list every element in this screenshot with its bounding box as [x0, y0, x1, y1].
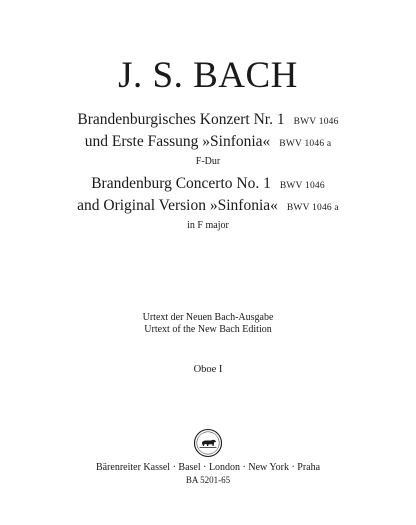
english-bwv-1: BWV 1046: [279, 181, 325, 191]
english-key: in F major: [187, 220, 229, 231]
composer-name: J. S. BACH: [118, 55, 298, 96]
edition-english: Urtext of the New Bach Edition: [144, 324, 272, 335]
german-title-block: [0, 110, 416, 168]
catalog-number: BA 5201-65: [185, 475, 231, 485]
edition-note: [0, 312, 416, 336]
english-bwv-2: BWV 1046 a: [286, 203, 339, 213]
english-title-line-1: [0, 174, 416, 196]
edition-german: Urtext der Neuen Bach-Ausgabe: [142, 312, 274, 323]
german-title-text-1: Brandenburgisches Konzert Nr. 1: [77, 111, 285, 128]
english-title-block: [0, 174, 416, 232]
german-bwv-1: BWV 1046: [293, 117, 339, 127]
baerenreiter-bear-logo-icon: [193, 428, 223, 458]
english-title-line-2: [0, 196, 416, 218]
german-title-text-2: und Erste Fassung »Sinfonia«: [84, 133, 271, 150]
publisher-line: Bärenreiter Kassel · Basel · London · New York · Praha: [95, 462, 321, 473]
part-name: Oboe I: [193, 364, 223, 375]
german-bwv-2: BWV 1046 a: [279, 139, 332, 149]
english-title-text-1: Brandenburg Concerto No. 1: [91, 175, 271, 192]
english-title-text-2: and Original Version »Sinfonia«: [77, 197, 278, 214]
german-key: F-Dur: [195, 156, 221, 167]
german-title-line-1: [0, 110, 416, 132]
german-title-line-2: [0, 132, 416, 154]
